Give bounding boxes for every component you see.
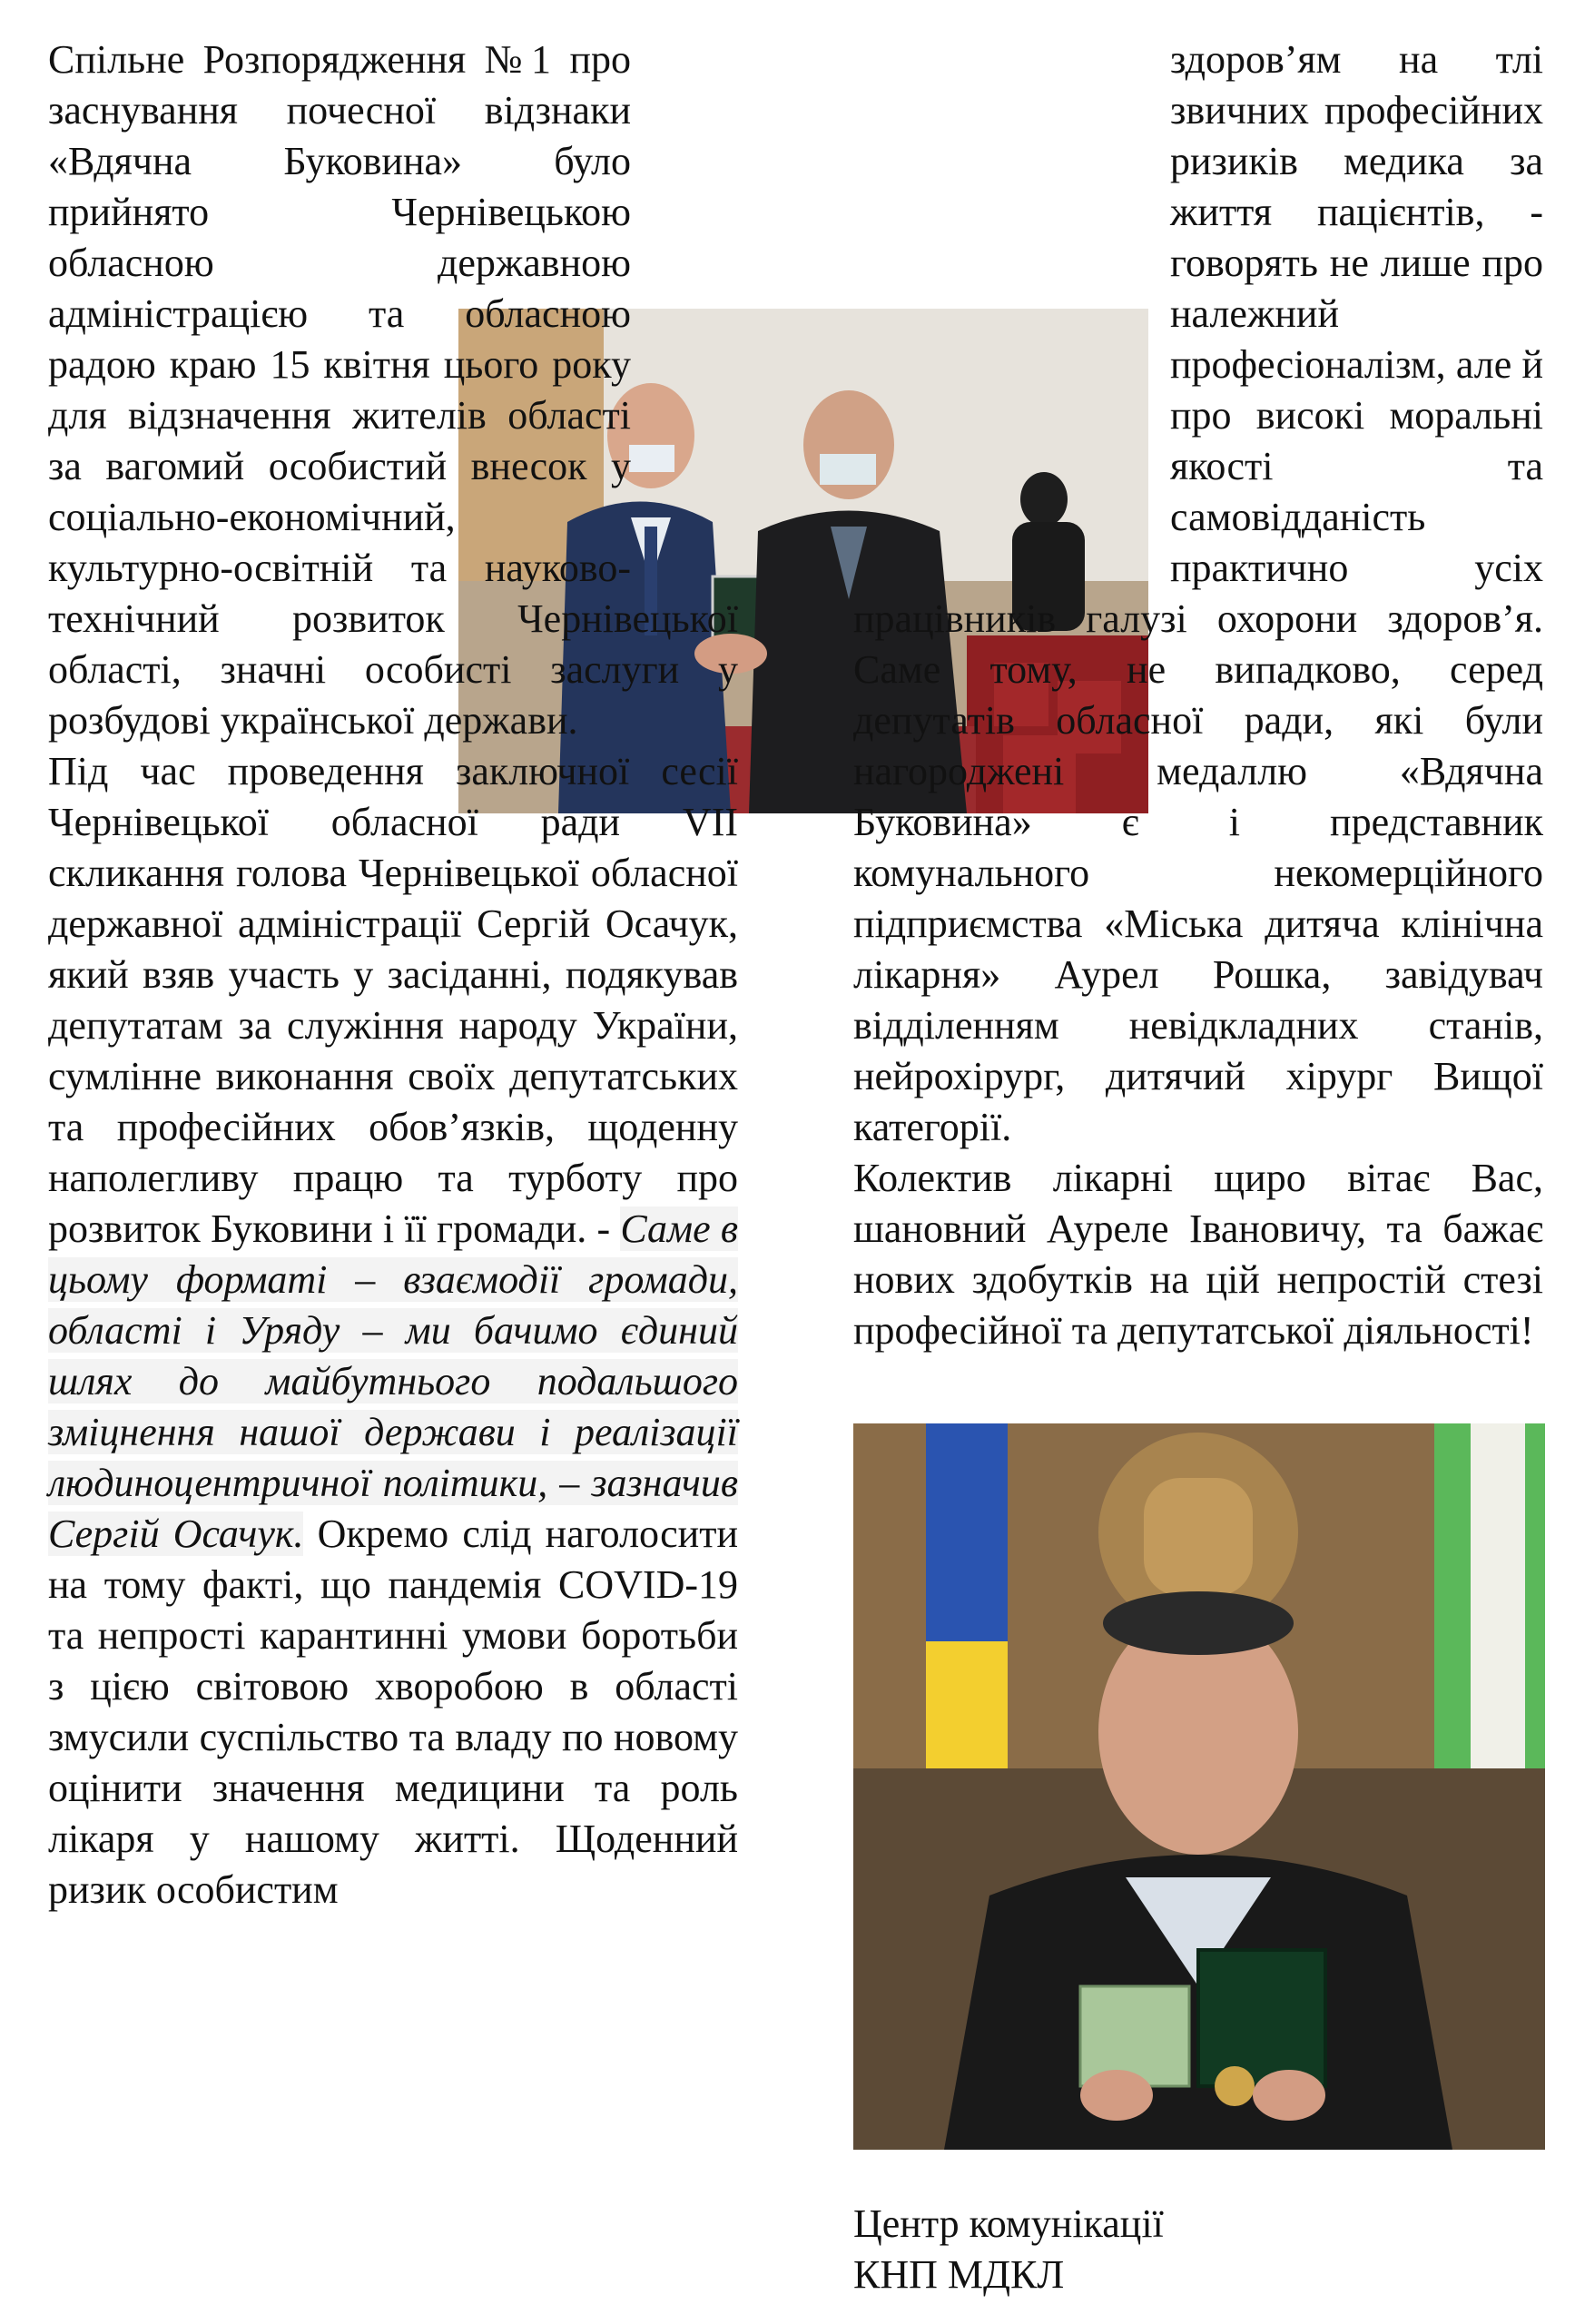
left-paragraph-2-text: Під час проведення заключної сесії Чернівецької обласної ради VII скликання голова Чернівецької обласної державної адміністрації Сергій Осачук, який взяв участь у засіданні, подякував депутатам за служіння народу України, сумлінне виконання своїх депутатських та професійних обов’язків, щоденну наполегливу працю та турботу про розвиток Буковини і її громади. [48, 749, 738, 1251]
caption-line-2: КНП МДКЛ [853, 2252, 1065, 2297]
caption-line-1: Центр комунікації [853, 2201, 1164, 2246]
right-photo-wrap-space [849, 42, 1157, 550]
osachuk-quote: Саме в цьому форматі – взаємодії громади, області і Уряду – ми бачимо єдиний шлях до майбутнього подальшого зміцнення нашої держави і реалізації людиноцентричної політики, – зазначив Сергій Осачук. [48, 1206, 738, 1556]
right-paragraph-2: Колектив лікарні щиро вітає Вас, шановний Ауреле Івановичу, та бажає нових здобутків на цій непростій стезі професійної та депутатської діяльності! [853, 1156, 1543, 1353]
left-column [48, 34, 738, 1915]
medal-recipient-photo [853, 1423, 1545, 2150]
recipient-photo-illustration [853, 1423, 1545, 2150]
right-paragraph-1: здоров’ям на тлі звичних професійних ризиків медика за життя пацієнтів, - говорять не лише про належний професіоналізм, але й про високі моральні якості та самовідданість практично усіх працівників галузі охорони здоров’я. Саме тому, не випадково, серед депутатів обласної ради, які були нагороджені медаллю «Вдячна Буковина» є і представник комунального некомерційного підприємства «Міська дитяча клінічна лікарня» Аурел Рошка, завідувач відділенням невідкладних станів, нейрохірург, дитячий хірург Вищої категорії. [853, 37, 1543, 1149]
left-paragraph-1: Спільне Розпорядження №1 про заснування почесної відзнаки «Вдячна Буковина» було прийнято Чернівецькою обласною державною адміністрацією та обласною радою краю 15 квітня цього року для відзначення жителів області за вагомий особистий внесок у соціально-економічний, культурно-освітній та науково-технічний розвиток Чернівецької області, значні особисті заслуги у розбудові української держави. [48, 37, 738, 743]
left-paragraph-2 [48, 746, 738, 1915]
left-paragraph-3: Окремо слід наголосити на тому факті, що пандемія COVID-19 та непрості карантинні умови боротьби з цією світовою хворобою в області змусили суспільство та владу по новому оцінити значення медицини та роль лікаря у нашому житті. Щоденний ризик особистим [48, 1512, 738, 1912]
right-column [853, 34, 1543, 1356]
signature-caption [853, 2199, 1543, 2300]
quote-dash: - [596, 1206, 611, 1251]
